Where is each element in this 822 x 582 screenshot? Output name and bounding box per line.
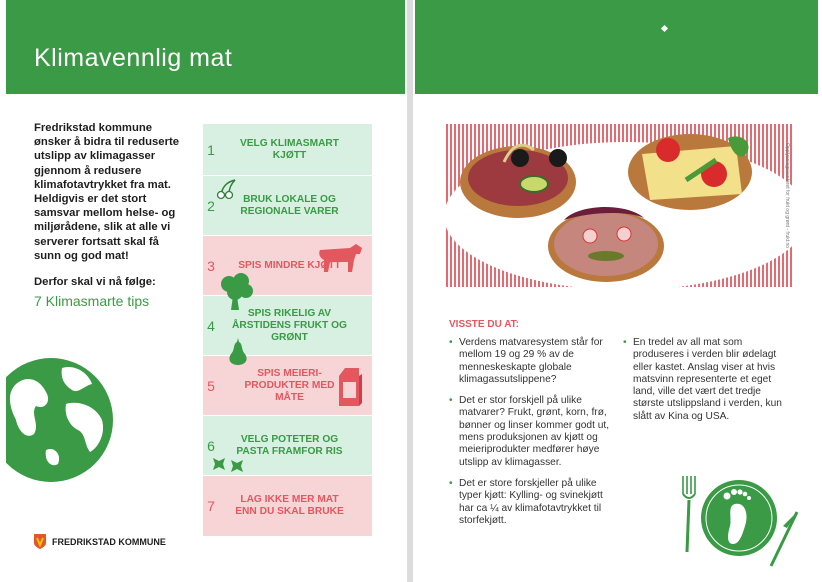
milk-carton-icon <box>335 366 363 408</box>
photo-credit: Opplysningskontoret for frukt og grønt - frukt.no <box>784 143 790 249</box>
intro-text: Fredrikstad kommune ønsker å bidra til reduserte utslipp av klimagasser gjennom å redusere klimafotavtrykket fra mat. Heldigvis er det stort samsvar mellom helse- og miljørådene, slik at alle vi serverer fortsatt skal få sunn og god mat! <box>34 122 180 262</box>
tip-item <box>203 476 372 536</box>
tips-heading: 7 Klimasmarte tips <box>34 293 150 309</box>
broccoli-icon <box>217 272 255 312</box>
facts-column-1 <box>449 337 614 536</box>
tip-item <box>203 176 372 236</box>
coat-of-arms-icon <box>34 534 46 549</box>
org-name: FREDRIKSTAD KOMMUNE <box>52 536 166 547</box>
open-sandwiches-illustration <box>446 124 793 287</box>
tip-text: BRUK LOKALE OG REGIONALE VARER <box>240 194 339 217</box>
tips-list <box>203 124 372 536</box>
tip-text: LAG IKKE MER MAT ENN DU SKAL BRUKE <box>235 494 344 517</box>
tip-text: VELG POTETER OG PASTA FRAMFOR RIS <box>236 434 343 457</box>
tip-text: VELG KLIMASMART KJØTT <box>239 138 340 161</box>
tip-text: SPIS MEIERI-PRODUKTER MED MÅTE <box>244 368 335 403</box>
right-page <box>413 0 822 582</box>
plate-footprint-icon <box>675 470 805 570</box>
globe-icon <box>6 344 116 496</box>
fact-item: • En tredel av all mat som produseres i verden blir ødelagt eller kastet. Anslag viser at hvis matsvinn representerte et eget land, ville det vært det tredje største utslippsland i verden, kun slått av Kina og USA. <box>623 337 783 423</box>
derfor-text: Derfor skal vi nå følge: <box>34 276 156 288</box>
pear-icon <box>227 336 249 366</box>
tip-number: 4 <box>207 318 215 334</box>
title-banner <box>415 0 818 94</box>
tip-text: SPIS MINDRE KJØTT <box>238 260 341 271</box>
cow-icon <box>316 240 364 274</box>
title-banner <box>6 0 405 94</box>
cherries-icon <box>215 178 239 200</box>
fact-item: • Det er store forskjeller på ulike typer kjøtt: Kylling- og svinekjøtt har ca ¼ av klimafotavtrykket til storfekjøtt. <box>449 478 614 527</box>
left-page <box>0 0 407 582</box>
tip-number: 3 <box>207 258 215 274</box>
footer-logo <box>34 534 166 549</box>
tip-number: 6 <box>207 438 215 454</box>
tip-item <box>203 356 372 416</box>
pasta-icon <box>211 454 245 476</box>
tip-number: 2 <box>207 198 215 214</box>
food-photo <box>446 124 793 287</box>
page-title: Klimavennlig mat <box>34 44 233 72</box>
tip-item <box>203 124 372 176</box>
fact-item: • Det er stor forskjell på ulike matvarer? Frukt, grønt, korn, frø, bønner og linser kommer godt ut, mens produksjonen av kjøtt og meieriprodukter medfører høye utslipp av klimagasser. <box>449 395 614 469</box>
tip-text: SPIS RIKELIG AV ÅRSTIDENS FRUKT OG GRØNT <box>232 308 347 343</box>
facts-column-2 <box>623 337 783 432</box>
tip-item <box>203 416 372 476</box>
tip-number: 5 <box>207 378 215 394</box>
tip-number: 1 <box>207 142 215 158</box>
tip-number: 7 <box>207 498 215 514</box>
fact-item: • Verdens matvaresystem står for mellom 19 og 29 % av de menneskeskapte globale klimagassutslippene? <box>449 337 614 386</box>
visste-heading: VISSTE DU AT: <box>449 319 520 330</box>
banner-dot <box>661 25 668 32</box>
